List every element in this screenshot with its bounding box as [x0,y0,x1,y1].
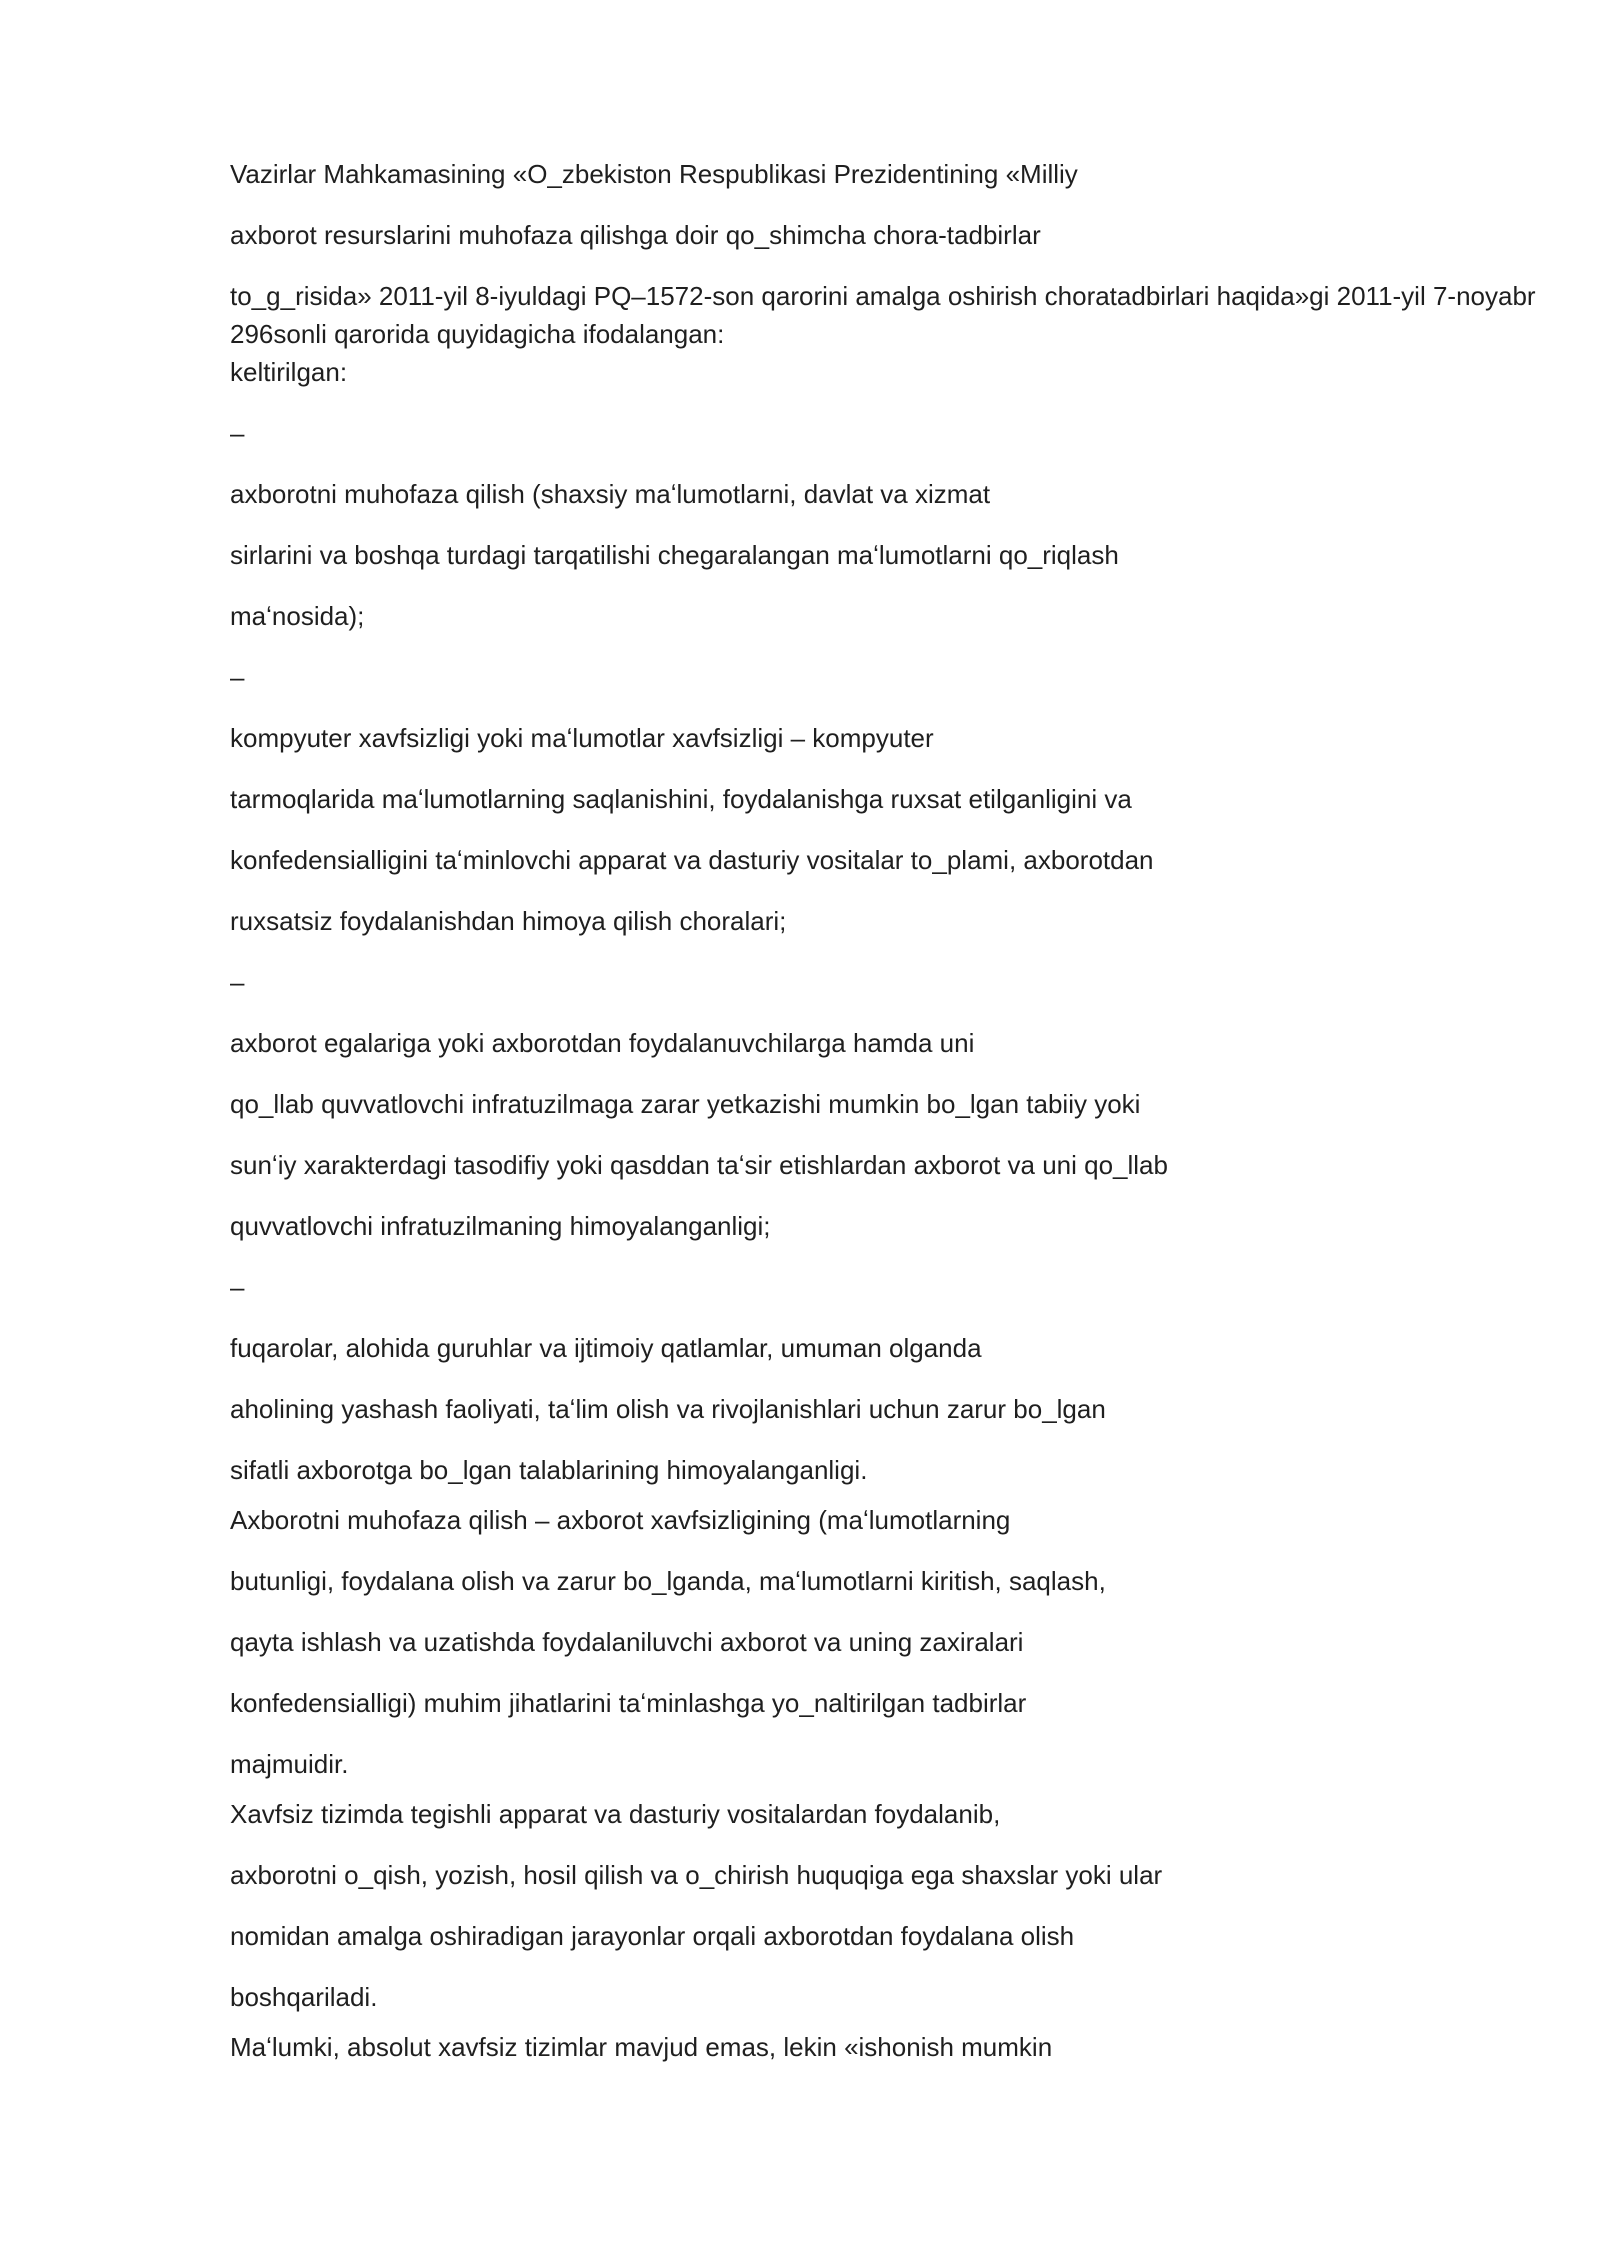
text-line: butunligi, foydalana olish va zarur bo_lganda, maʻlumotlarni kiritish, saqlash, [230,1566,1106,1596]
text-line: fuqarolar, alohida guruhlar va ijtimoiy qatlamlar, umuman olganda [230,1333,982,1363]
text-line: qo_llab quvvatlovchi infratuzilmaga zarar yetkazishi mumkin bo_lgan tabiiy yoki [230,1089,1141,1119]
text-line: aholining yashash faoliyati, taʻlim olish va rivojlanishlari uchun zarur bo_lgan [230,1394,1106,1424]
text-line: majmuidir. [230,1749,349,1779]
text-line: boshqariladi. [230,1982,378,2012]
text-line: to_g_risida» 2011-yil 8-iyuldagi PQ–1572-son qarorini amalga oshirish choratadbirlari haqida»gi 2011-yil 7-noyabr 296sonli qarorida quyidagicha ifodalangan: [230,281,1536,349]
text-line: maʻnosida); [230,601,365,631]
text-line: konfedensialligini taʻminlovchi apparat va dasturiy vositalar to_plami, axborotdan [230,845,1154,875]
text-line: ruxsatsiz foydalanishdan himoya qilish choralari; [230,906,787,936]
text-line: qayta ishlash va uzatishda foydalaniluvchi axborot va uning zaxiralari [230,1627,1024,1657]
text-line: sunʻiy xarakterdagi tasodifiy yoki qasddan taʻsir etishlardan axborot va uni qo_llab [230,1150,1168,1180]
dash-line: – [230,662,245,692]
text-line: Vazirlar Mahkamasining «O_zbekiston Respublikasi Prezidentining «Milliy [230,159,1078,189]
text-line: sirlarini va boshqa turdagi tarqatilishi chegaralangan maʻlumotlarni qo_riqlash [230,540,1119,570]
text-line: quvvatlovchi infratuzilmaning himoyalanganligi; [230,1211,771,1241]
text-line: tarmoqlarida maʻlumotlarning saqlanishini, foydalanishga ruxsat etilganligini va [230,784,1132,814]
dash-line: – [230,1272,245,1302]
text-line: sifatli axborotga bo_lgan talablarining himoyalanganligi. [230,1455,868,1485]
text-line: Maʻlumki, absolut xavfsiz tizimlar mavjud emas, lekin «ishonish mumkin [230,2032,1053,2062]
document-body [230,155,1560,2089]
text-line: konfedensialligi) muhim jihatlarini taʻminlashga yo_naltirilgan tadbirlar [230,1688,1027,1718]
text-line: Axborotni muhofaza qilish – axborot xavfsizligining (maʻlumotlarning [230,1505,1011,1535]
text-line: keltirilgan: [230,357,348,387]
text-line: kompyuter xavfsizligi yoki maʻlumotlar xavfsizligi – kompyuter [230,723,934,753]
dash-line: – [230,418,245,448]
text-line: axborotni muhofaza qilish (shaxsiy maʻlumotlarni, davlat va xizmat [230,479,991,509]
text-line: axborotni o_qish, yozish, hosil qilish va o_chirish huquqiga ega shaxslar yoki ular [230,1860,1163,1890]
text-line: axborot resurslarini muhofaza qilishga doir qo_shimcha chora-tadbirlar [230,220,1041,250]
dash-line: – [230,967,245,997]
text-line: Xavfsiz tizimda tegishli apparat va dasturiy vositalardan foydalanib, [230,1799,1001,1829]
text-line: axborot egalariga yoki axborotdan foydalanuvchilarga hamda uni [230,1028,975,1058]
text-line: nomidan amalga oshiradigan jarayonlar orqali axborotdan foydalana olish [230,1921,1075,1951]
